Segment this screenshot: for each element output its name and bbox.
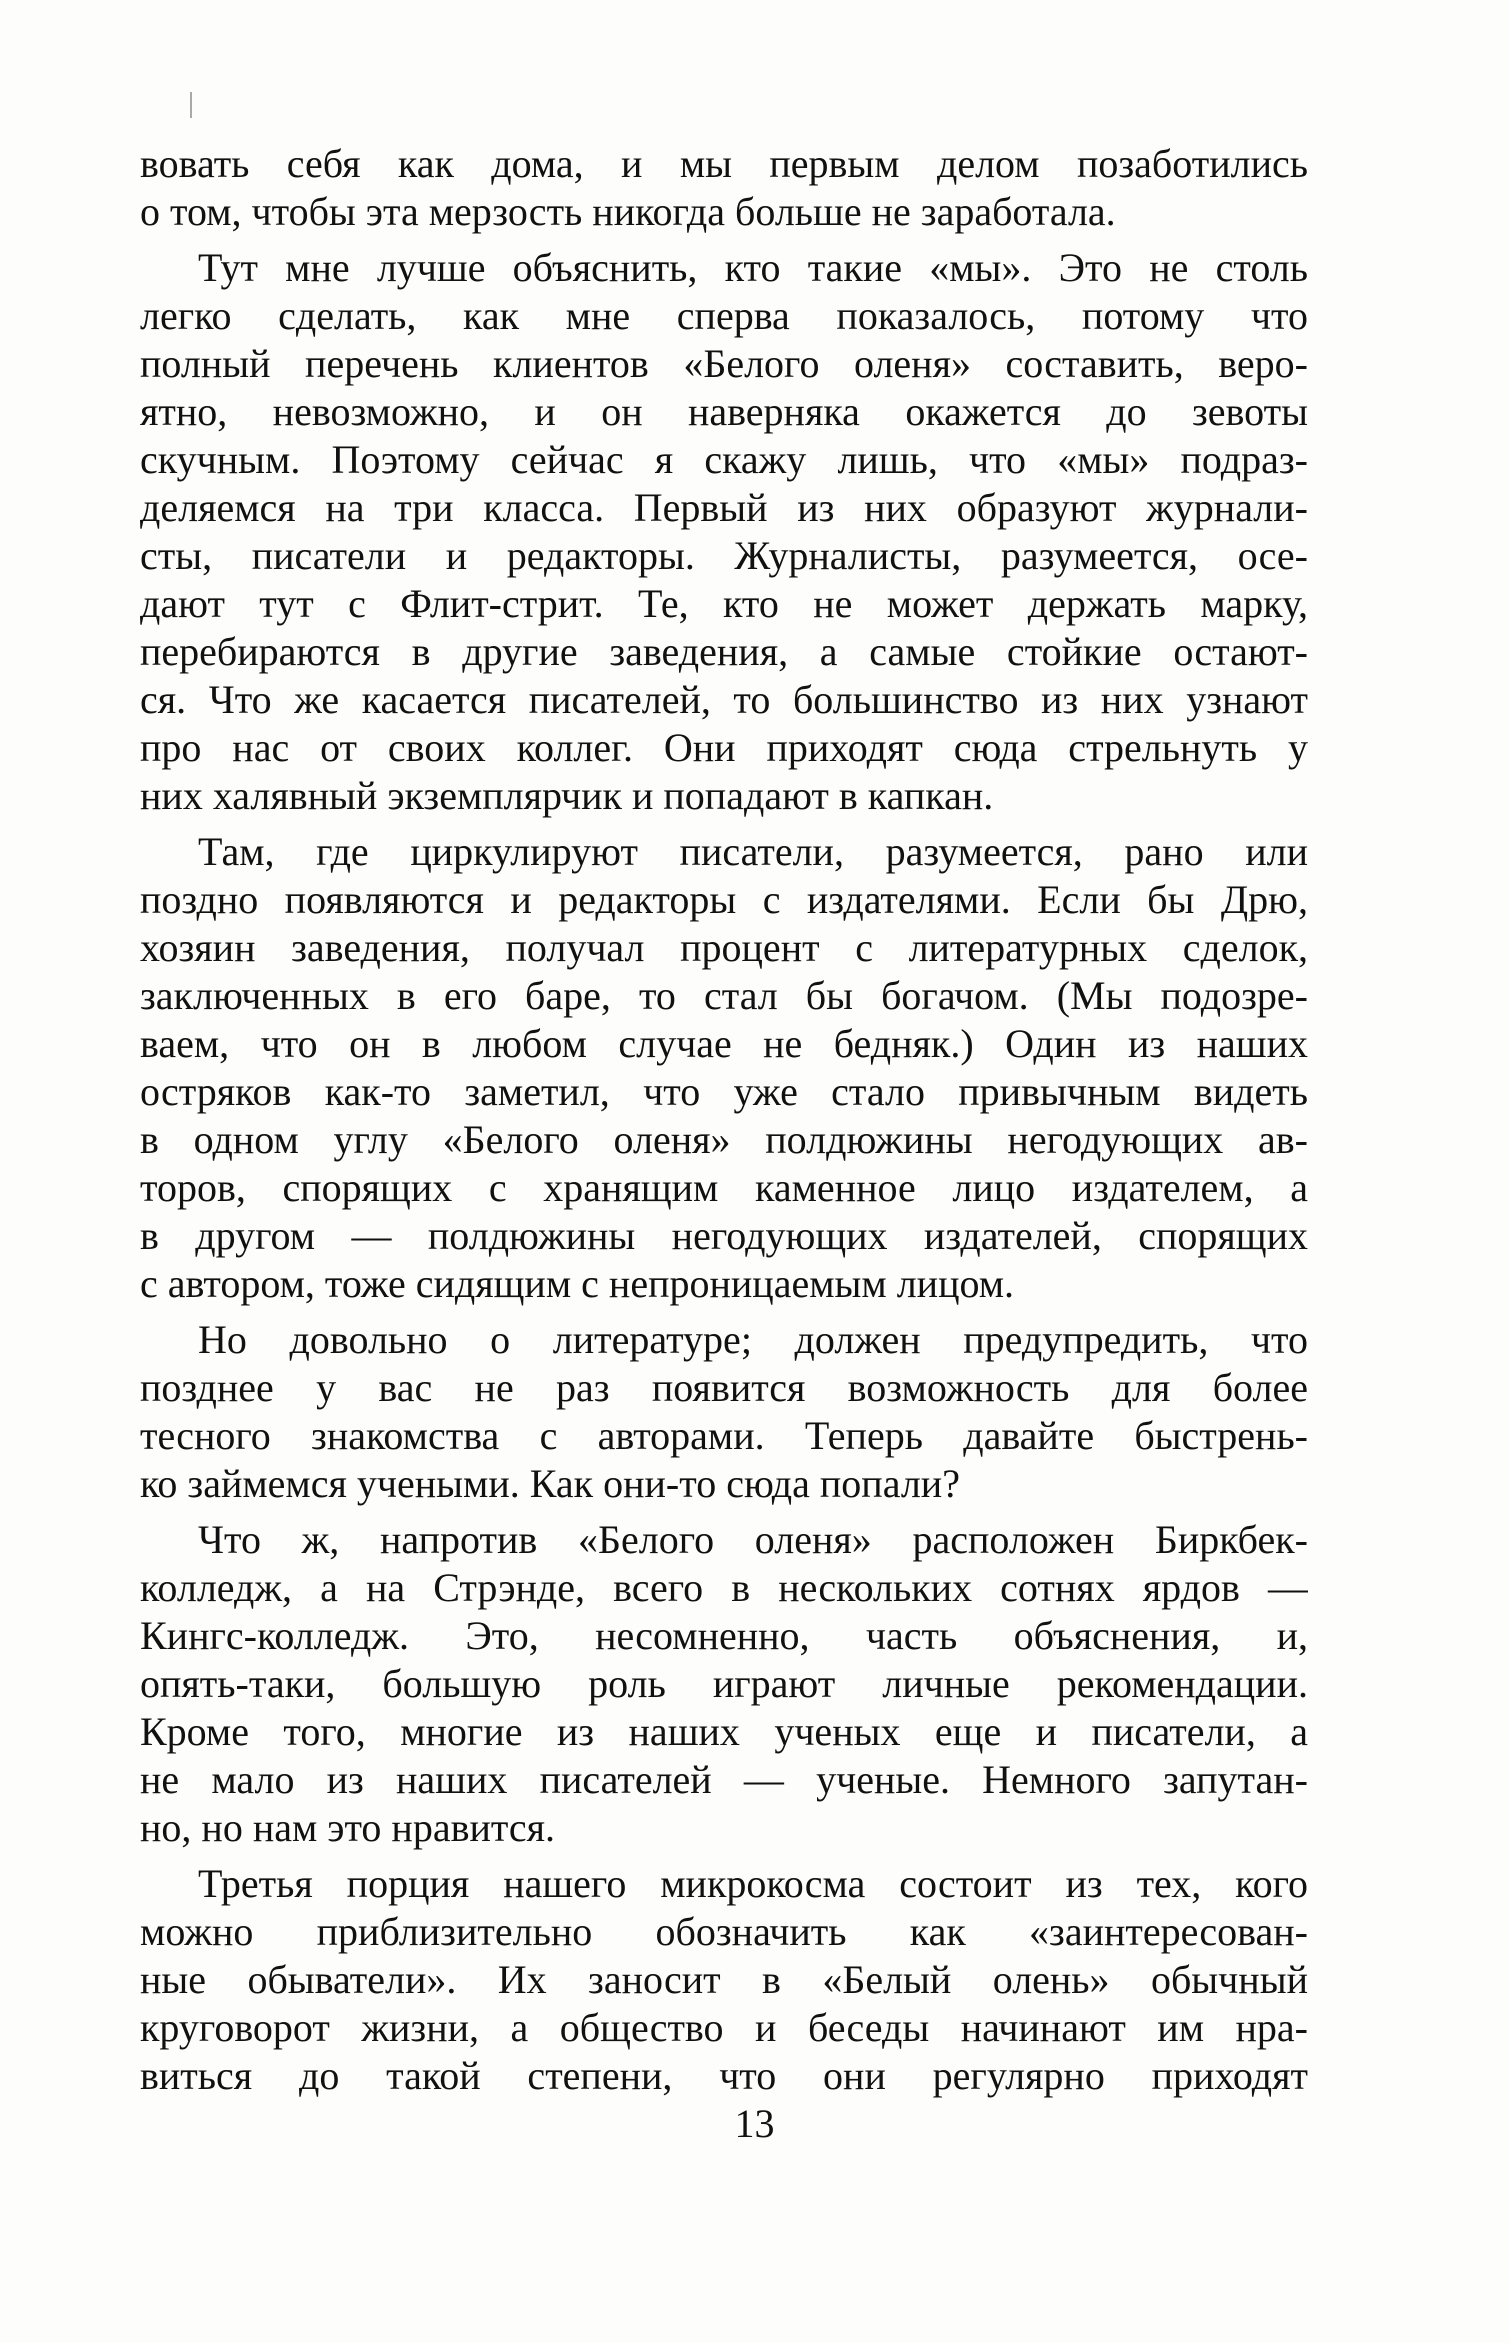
text-line: в одном углу «Белого оленя» полдюжины негодующих ав-	[140, 1117, 1308, 1162]
paragraph	[140, 244, 1308, 820]
text-line: ваем, что он в любом случае не бедняк.) Один из наших	[140, 1021, 1308, 1066]
paragraph-gap	[140, 1852, 1308, 1860]
text-line: поздно появляются и редакторы с издателями. Если бы Дрю,	[140, 877, 1308, 922]
body-text	[140, 140, 1308, 2100]
paragraph	[140, 1316, 1308, 1508]
text-line: торов, спорящих с хранящим каменное лицо издателем, а	[140, 1165, 1308, 1210]
text-line: перебираются в другие заведения, а самые стойкие остают-	[140, 629, 1308, 674]
text-line: заключенных в его баре, то стал бы богачом. (Мы подозре-	[140, 973, 1308, 1018]
text-line: в другом — полдюжины негодующих издателей, спорящих	[140, 1213, 1308, 1258]
paragraph-gap	[140, 236, 1308, 244]
text-line: с автором, тоже сидящим с непроницаемым лицом.	[140, 1261, 1015, 1306]
text-line: вовать себя как дома, и мы первым делом позаботились	[140, 141, 1308, 186]
page-number: 13	[734, 2101, 775, 2146]
text-line: Кингс-колледж. Это, несомненно, часть объяснения, и,	[140, 1613, 1308, 1658]
paragraph-gap	[140, 1508, 1308, 1516]
text-line: ятно, невозможно, и он наверняка окажется до зевоты	[140, 389, 1308, 434]
text-line: круговорот жизни, а общество и беседы начинают им нра-	[140, 2005, 1308, 2050]
text-line: хозяин заведения, получал процент с литературных сделок,	[140, 925, 1308, 970]
paragraph	[140, 1860, 1308, 2100]
text-line: Третья порция нашего микрокосма состоит из тех, кого	[198, 1861, 1308, 1906]
text-line: Кроме того, многие из наших ученых еще и писатели, а	[140, 1709, 1308, 1754]
text-line: про нас от своих коллег. Они приходят сюда стрельнуть у	[140, 725, 1308, 770]
text-line: дают тут с Флит-стрит. Те, кто не может держать марку,	[140, 581, 1308, 626]
paragraph	[140, 828, 1308, 1308]
text-line: полный перечень клиентов «Белого оленя» составить, веро-	[140, 341, 1308, 386]
text-line: можно приблизительно обозначить как «заинтересован-	[140, 1909, 1308, 1954]
text-line: них халявный экземплярчик и попадают в капкан.	[140, 773, 994, 818]
text-line: Там, где циркулируют писатели, разумеется, рано или	[198, 829, 1308, 874]
text-line: колледж, а на Стрэнде, всего в нескольких сотнях ярдов —	[140, 1565, 1308, 1610]
text-line: остряков как-то заметил, что уже стало привычным видеть	[140, 1069, 1308, 1114]
text-line: о том, чтобы эта мерзость никогда больше не заработала.	[140, 189, 1116, 234]
text-line: ные обыватели». Их заносит в «Белый олень» обычный	[140, 1957, 1308, 2002]
scan-speck	[190, 92, 192, 118]
text-line: тесного знакомства с авторами. Теперь давайте быстрень-	[140, 1413, 1308, 1458]
text-line: Тут мне лучше объяснить, кто такие «мы». Это не столь	[198, 245, 1308, 290]
paragraph-gap	[140, 1308, 1308, 1316]
text-line: сты, писатели и редакторы. Журналисты, разумеется, осе-	[140, 533, 1308, 578]
text-line: Что ж, напротив «Белого оленя» расположен Биркбек-	[198, 1517, 1308, 1562]
text-line: виться до такой степени, что они регулярно приходят	[140, 2053, 1308, 2098]
text-line: ко займемся учеными. Как они-то сюда попали?	[140, 1461, 960, 1506]
text-line: деляемся на три класса. Первый из них образуют журнали-	[140, 485, 1308, 530]
text-line: но, но нам это нравится.	[140, 1805, 555, 1850]
text-line: позднее у вас не раз появится возможность для более	[140, 1365, 1308, 1410]
text-line: ся. Что же касается писателей, то большинство из них узнают	[140, 677, 1308, 722]
paragraph-gap	[140, 820, 1308, 828]
paragraph	[140, 140, 1308, 236]
text-line: не мало из наших писателей — ученые. Немного запутан-	[140, 1757, 1308, 1802]
paragraph	[140, 1516, 1308, 1852]
text-line: легко сделать, как мне сперва показалось, потому что	[140, 293, 1308, 338]
text-line: опять-таки, большую роль играют личные рекомендации.	[140, 1661, 1308, 1706]
text-line: Но довольно о литературе; должен предупредить, что	[198, 1317, 1308, 1362]
text-line: скучным. Поэтому сейчас я скажу лишь, что «мы» подраз-	[140, 437, 1308, 482]
